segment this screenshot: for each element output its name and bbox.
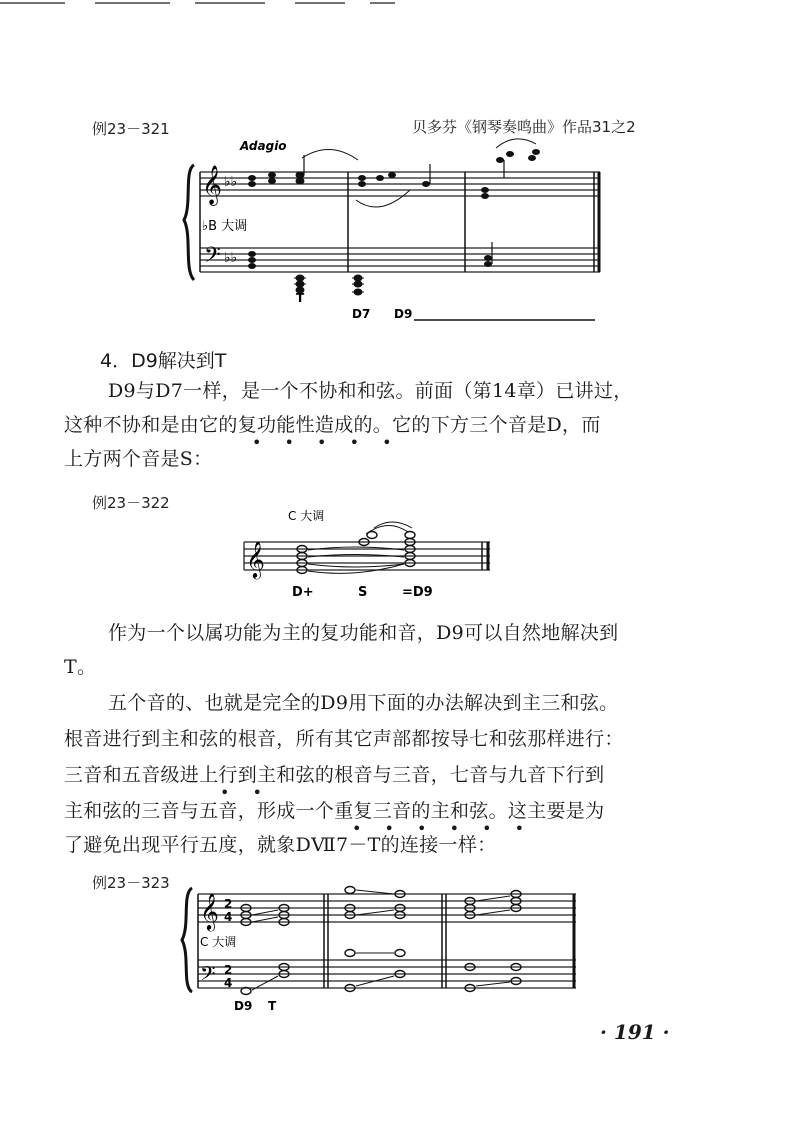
example-323-score — [180, 880, 600, 1016]
chord-symbol-D9: D9 — [234, 999, 253, 1013]
para1-line2: 这种不协和是由它的复功能性造成的。它的下方三个音是D，而 — [64, 414, 601, 436]
chord-symbol-D7: D7 — [352, 307, 371, 321]
emphasis-dots-1: • • • • • — [252, 433, 401, 452]
barlines — [200, 172, 599, 272]
grand-staff-brace — [182, 888, 192, 992]
key-signature-bass: ♭♭ — [224, 250, 238, 266]
treble-clef-icon: 𝄞 — [246, 540, 265, 578]
key-label-322: C 大调 — [288, 509, 325, 523]
chord-symbol-D9: =D9 — [402, 585, 433, 600]
para2-line1: 作为一个以属功能为主的复功能和音，D9可以自然地解决到 — [108, 622, 619, 644]
example-322-score — [240, 504, 500, 604]
treble-clef-icon: 𝄞 — [200, 892, 219, 930]
para3-line4: 主和弦的三音与五音，形成一个重复三音的主和弦。这主要是为 — [64, 800, 605, 822]
section-heading: 4．D9解决到T — [100, 350, 227, 372]
chord-symbol-D9: D9 — [394, 307, 413, 321]
scan-edge-marks — [0, 0, 800, 10]
slur-2 — [496, 139, 536, 148]
time-signature-treble: 2 — [224, 897, 233, 911]
slur-1 — [302, 149, 358, 160]
chord-symbol-S: S — [358, 585, 368, 600]
example-321-source: 贝多芬《钢琴奏鸣曲》作品31之2 — [412, 118, 636, 136]
para1-line3: 上方两个音是S： — [64, 448, 213, 470]
example-321-label: 例23－321 — [92, 120, 170, 138]
staff-322 — [244, 542, 490, 570]
para3-line3: 三音和五音级进上行到主和弦的根音与三音，七音与九音下行到 — [64, 764, 605, 786]
bass-clef-icon: 𝄢 — [204, 243, 221, 273]
treble-clef-icon: 𝄞 — [202, 165, 223, 205]
emphasis-dots-3: • • • • • • — [352, 819, 534, 838]
example-323-label: 例23－323 — [92, 874, 170, 892]
chord-symbol-T: T — [296, 291, 305, 305]
time-signature-bass-lower: 4 — [224, 976, 233, 990]
time-signature-bass: 2 — [224, 963, 233, 977]
bass-clef-icon: 𝄢 — [200, 962, 216, 990]
para3-line5: 了避免出现平行五度，就象DⅦ7－T的连接一样： — [64, 834, 497, 856]
para2-line2: T。 — [64, 656, 97, 678]
treble-staff — [200, 172, 600, 196]
page-number: · 191 · — [600, 1020, 670, 1044]
para1-line1: D9与D7一样，是一个不协和和弦。前面（第14章）已讲过， — [108, 380, 633, 402]
example-322-label: 例23－322 — [92, 494, 170, 512]
bass-notes — [248, 242, 492, 296]
whole-notes — [241, 887, 521, 995]
slur-3 — [356, 190, 410, 207]
treble-notes — [248, 149, 540, 199]
key-label-323: C 大调 — [200, 935, 237, 949]
para3-line2: 根音进行到主和弦的根音，所有其它声部都按导七和弦那样进行： — [64, 728, 624, 750]
time-signature-treble-lower: 4 — [224, 910, 233, 924]
key-label-321: ♭B 大调 — [202, 219, 248, 234]
example-321-score — [180, 130, 620, 330]
grand-staff-brace — [184, 165, 194, 280]
key-signature-treble: ♭♭ — [224, 174, 238, 190]
chord-symbol-D-plus: D+ — [292, 585, 314, 600]
para3-line1: 五个音的、也就是完全的D9用下面的办法解决到主三和弦。 — [108, 692, 619, 714]
emphasis-dots-2: • • — [220, 783, 271, 802]
bass-staff — [200, 248, 600, 272]
chord-symbol-T: T — [268, 999, 277, 1013]
tempo-marking: Adagio — [240, 139, 287, 153]
ties-322 — [308, 522, 412, 573]
